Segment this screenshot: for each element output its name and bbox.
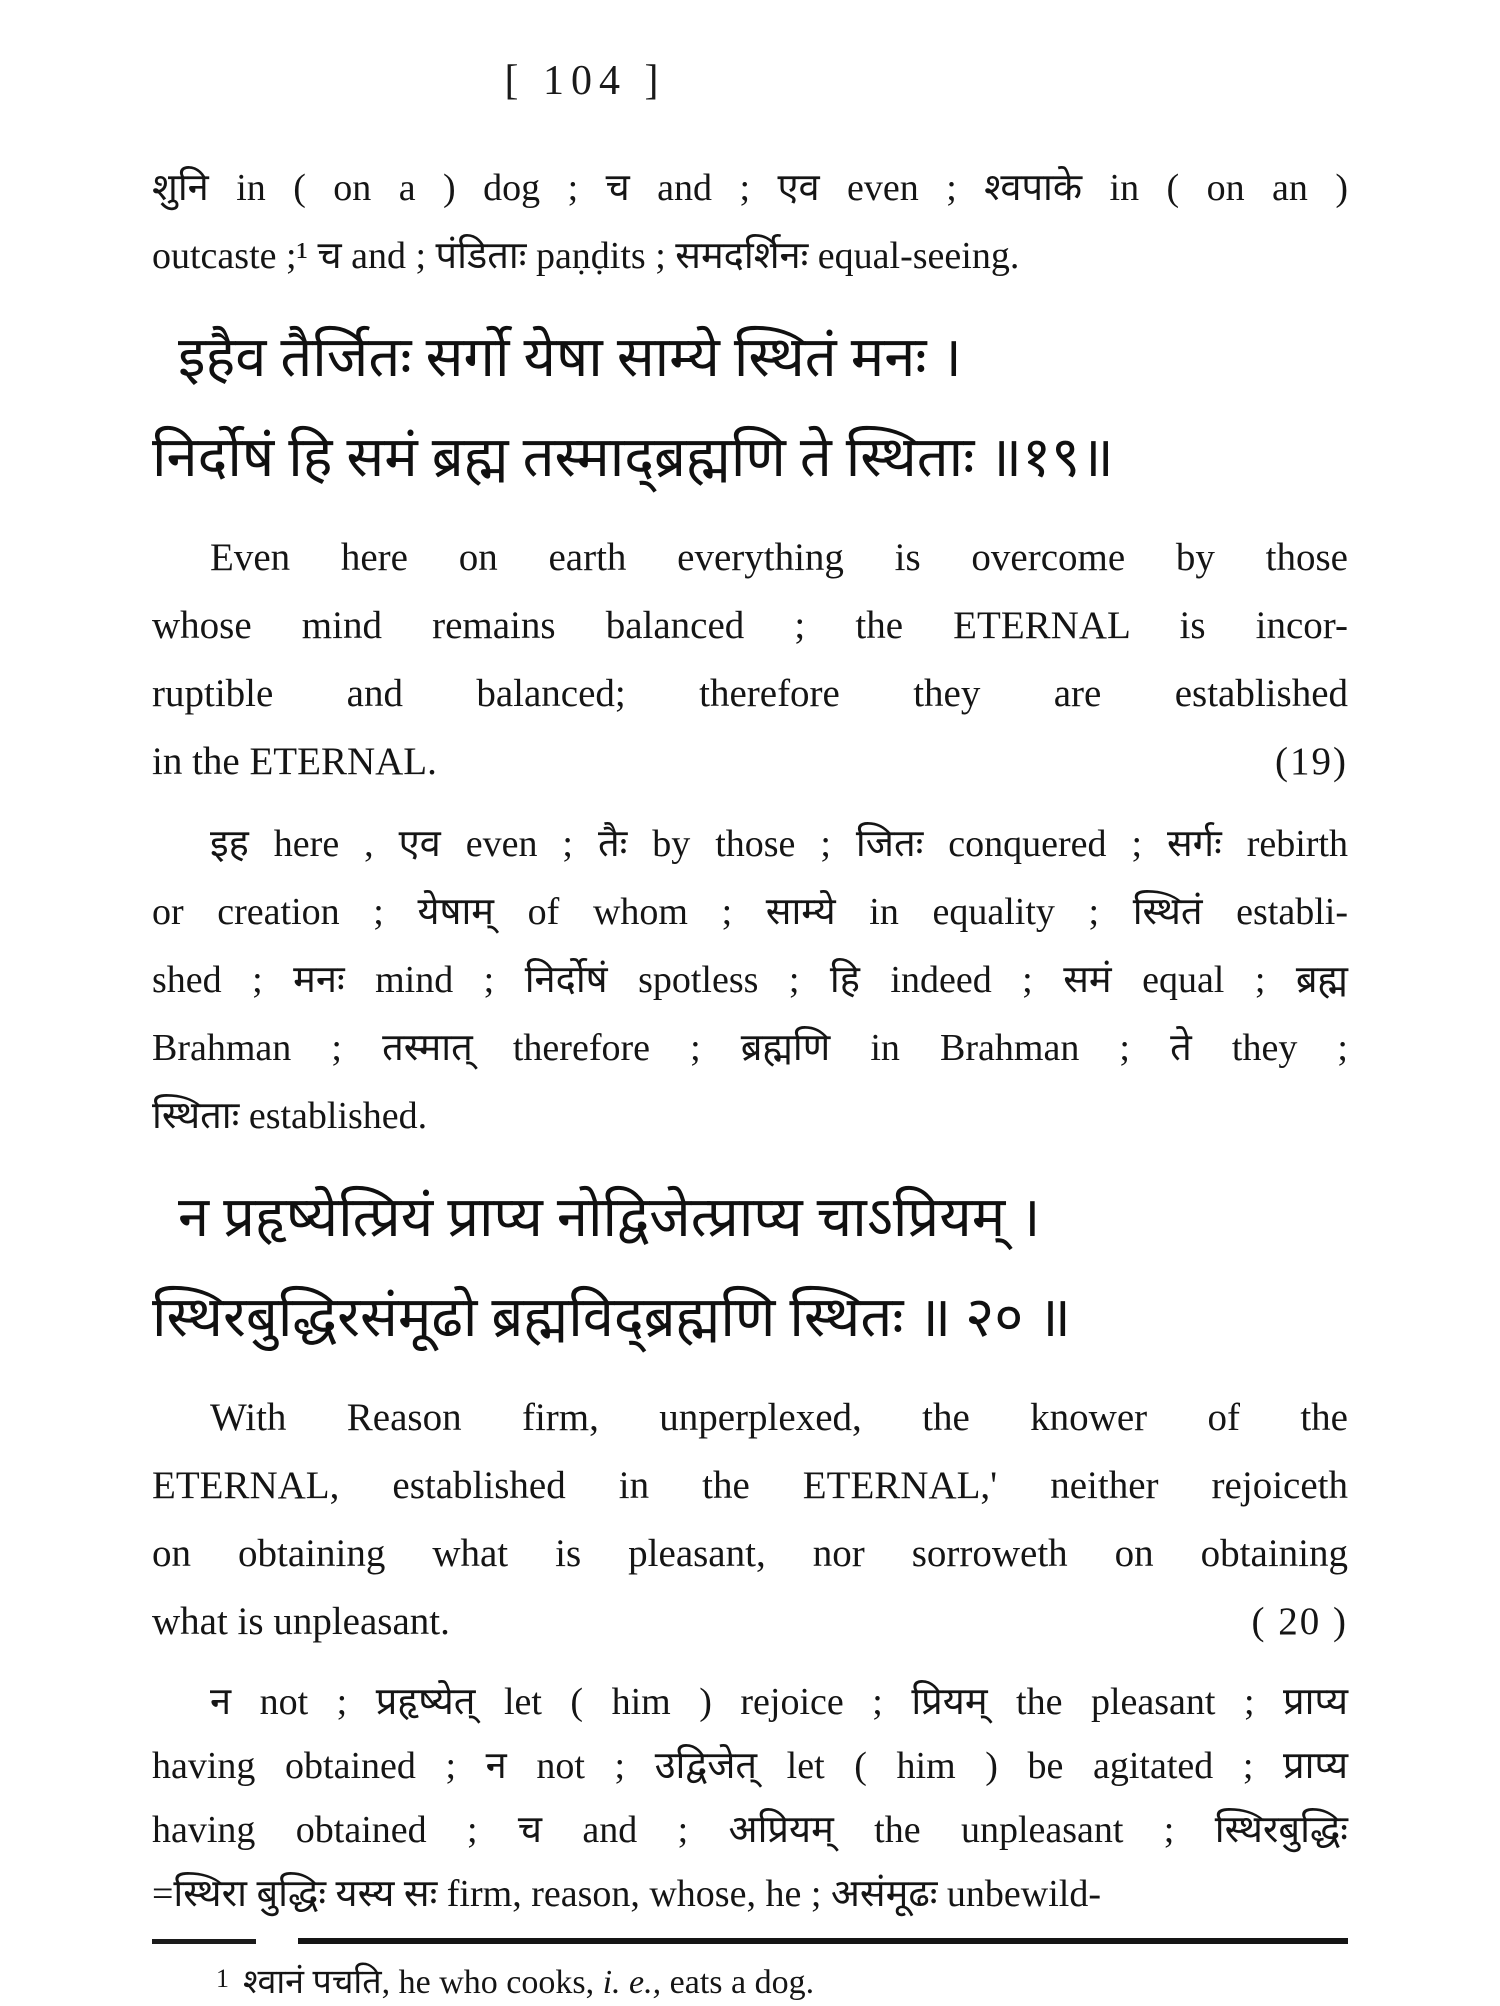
translation-text: what is unpleasant. bbox=[152, 1600, 450, 1643]
verse-19-sanskrit bbox=[152, 308, 1348, 508]
gloss-line: न not ; प्रहृष्येत् let ( him ) rejoice ; प्रियम् the pleasant ; प्राप्य bbox=[210, 1681, 1348, 1723]
translation-line: on obtaining what is pleasant, nor sorroweth on obtaining bbox=[152, 1532, 1348, 1575]
verse-20-gloss bbox=[152, 1670, 1348, 1926]
footnote-divider bbox=[152, 1938, 1348, 1944]
footnote-rule-short bbox=[152, 1939, 256, 1944]
footnote-text: श्वानं पचति, he who cooks, bbox=[243, 1964, 603, 2001]
gloss-line: having obtained ; न not ; उद्विजेत् let ( him ) be agitated ; प्राप्य bbox=[152, 1745, 1348, 1787]
page-number: [ 104 ] bbox=[504, 58, 666, 104]
translation-line bbox=[152, 1588, 1348, 1656]
page bbox=[152, 58, 1348, 2006]
gloss-line: outcaste ;¹ च and ; पंडिताः paṇḍits ; समदर्शिनः equal-seeing. bbox=[152, 235, 1020, 277]
verse-number: (19) bbox=[1275, 740, 1348, 783]
translation-text: in the ETERNAL. bbox=[152, 740, 437, 783]
footnote-marker: 1 bbox=[216, 1964, 229, 1993]
gloss-line: =स्थिरा बुद्धिः यस्य सः firm, reason, whose, he ; असंमूढः unbewild- bbox=[152, 1873, 1101, 1915]
gloss-line: having obtained ; च and ; अप्रियम् the unpleasant ; स्थिरबुद्धिः bbox=[152, 1809, 1348, 1851]
footnote-text: eats a dog. bbox=[661, 1964, 815, 2001]
sanskrit-line: न प्रहृष्येत्प्रियं प्राप्य नोद्विजेत्प्राप्य चाऽप्रियम् । bbox=[178, 1187, 1041, 1249]
footnote-text-italic: i. e., bbox=[602, 1964, 662, 2001]
sanskrit-line: इहैव तैर्जितः सर्गो येषा साम्ये स्थितं मनः । bbox=[178, 327, 962, 389]
translation-line: whose mind remains balanced ; the ETERNAL is incor- bbox=[152, 604, 1348, 647]
intro-gloss-paragraph bbox=[152, 154, 1348, 290]
gloss-line: or creation ; येषाम् of whom ; साम्ये in equality ; स्थितं establi- bbox=[152, 891, 1348, 933]
sanskrit-line: निर्दोषं हि समं ब्रह्म तस्माद्ब्रह्मणि ते स्थिताः ॥१९॥ bbox=[152, 427, 1114, 489]
gloss-line: Brahman ; तस्मात् therefore ; ब्रह्मणि in Brahman ; ते they ; bbox=[152, 1027, 1348, 1069]
verse-19-translation bbox=[152, 524, 1348, 796]
gloss-line: shed ; मनः mind ; निर्दोषं spotless ; हि indeed ; समं equal ; ब्रह्म bbox=[152, 959, 1348, 1001]
gloss-line: शुनि in ( on a ) dog ; च and ; एव even ; श्वपाके in ( on an ) bbox=[152, 167, 1348, 209]
translation-line: With Reason firm, unperplexed, the knower of the bbox=[210, 1396, 1348, 1439]
translation-line bbox=[152, 728, 1348, 796]
translation-line: ruptible and balanced; therefore they are established bbox=[152, 672, 1348, 715]
footnote bbox=[152, 1956, 1348, 2006]
translation-line: ETERNAL, established in the ETERNAL,' neither rejoiceth bbox=[152, 1464, 1348, 1507]
translation-line: Even here on earth everything is overcome by those bbox=[210, 536, 1348, 579]
verse-number: ( 20 ) bbox=[1251, 1600, 1348, 1643]
footnote-rule-long bbox=[298, 1938, 1348, 1944]
sanskrit-line: स्थिरबुद्धिरसंमूढो ब्रह्मविद्ब्रह्मणि स्थितः ॥ २० ॥ bbox=[152, 1287, 1071, 1349]
verse-19-gloss bbox=[152, 810, 1348, 1150]
verse-20-translation bbox=[152, 1384, 1348, 1656]
gloss-line: इह here , एव even ; तैः by those ; जितः conquered ; सर्गः rebirth bbox=[210, 823, 1348, 865]
verse-20-sanskrit bbox=[152, 1168, 1348, 1368]
gloss-line: स्थिताः established. bbox=[152, 1095, 428, 1137]
